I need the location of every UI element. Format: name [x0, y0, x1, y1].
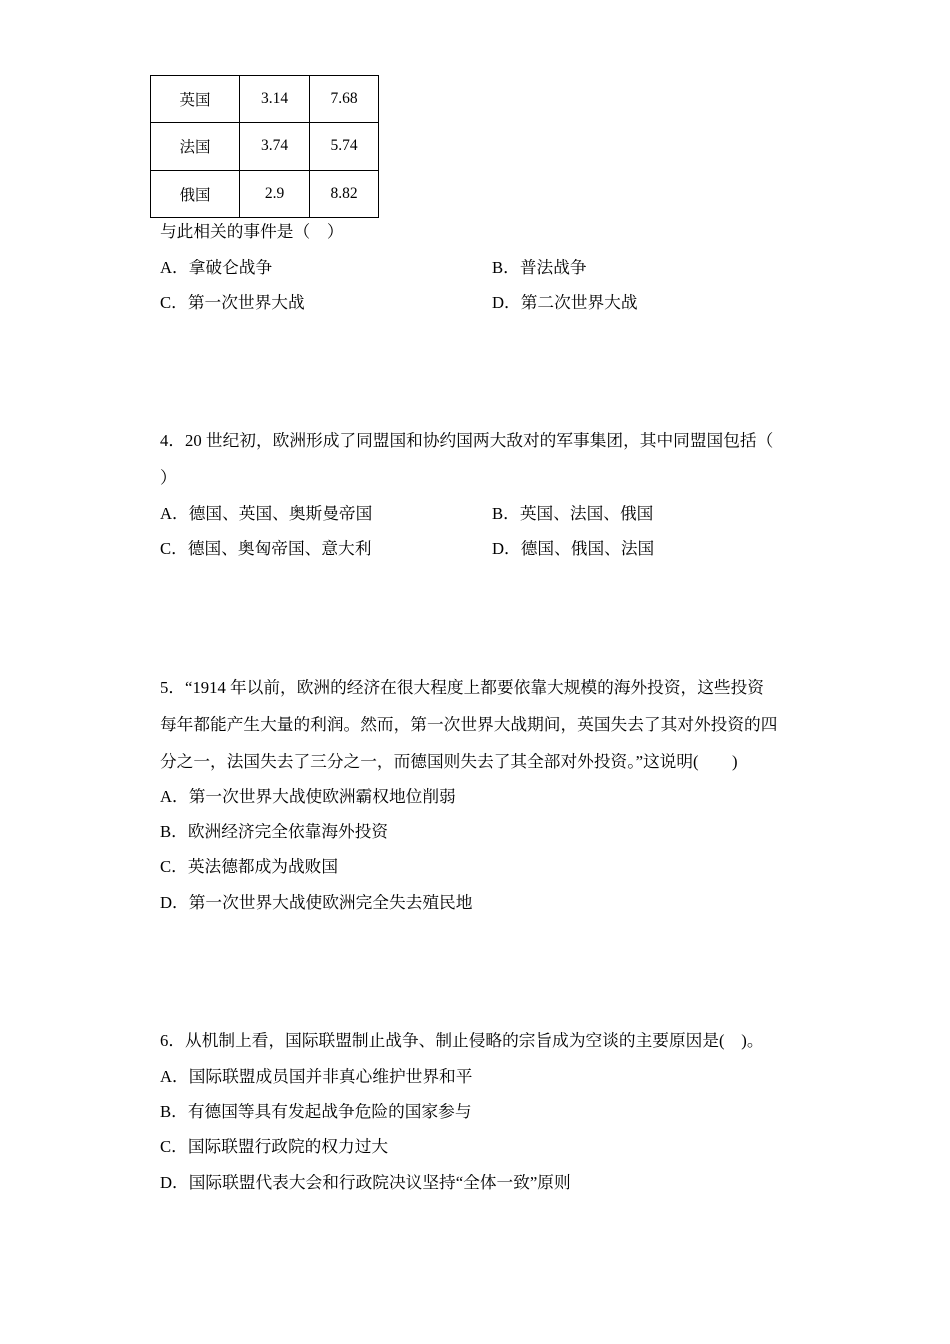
table-cell-country: 俄国	[151, 170, 240, 217]
table-cell-value-2: 8.82	[310, 170, 379, 217]
question-4-option-d: D．德国、俄国、法国	[492, 539, 655, 558]
question-3-option-b: B．普法战争	[492, 258, 587, 277]
question-3-option-a: A．拿破仑战争	[160, 258, 273, 277]
table-cell-value-1: 2.9	[240, 170, 310, 217]
table-cell-value-2: 5.74	[310, 123, 379, 170]
question-6-option-a: A．国际联盟成员国并非真心维护世界和平	[160, 1067, 473, 1086]
question-5-option-a: A．第一次世界大战使欧洲霸权地位削弱	[160, 787, 456, 806]
question-6-option-d: D．国际联盟代表大会和行政院决议坚持“全体一致”原则	[160, 1173, 571, 1192]
table-cell-country: 法国	[151, 123, 240, 170]
question-5-stem-line-2: 每年都能产生大量的利润。然而，第一次世界大战期间，英国失去了其对外投资的四	[160, 715, 778, 734]
table-row	[151, 170, 379, 217]
question-4-stem-line-1: 4．20 世纪初，欧洲形成了同盟国和协约国两大敌对的军事集团，其中同盟国包括（	[160, 431, 774, 450]
question-5-option-d: D．第一次世界大战使欧洲完全失去殖民地	[160, 893, 473, 912]
table-cell-country: 英国	[151, 76, 240, 123]
question-5-stem-line-3: 分之一，法国失去了三分之一，而德国则失去了其全部对外投资。”这说明( )	[160, 752, 738, 771]
question-3-option-c: C．第一次世界大战	[160, 293, 305, 312]
question-5-option-b: B．欧洲经济完全依靠海外投资	[160, 822, 389, 841]
question-4-option-a: A．德国、英国、奥斯曼帝国	[160, 504, 373, 523]
table-cell-value-1: 3.74	[240, 123, 310, 170]
question-3-stem: 与此相关的事件是（ ）	[160, 222, 344, 241]
table-cell-value-2: 7.68	[310, 76, 379, 123]
table-row	[151, 123, 379, 170]
table-cell-value-1: 3.14	[240, 76, 310, 123]
question-5-option-c: C．英法德都成为战败国	[160, 857, 339, 876]
data-table	[150, 75, 379, 218]
question-6-option-b: B．有德国等具有发起战争危险的国家参与	[160, 1102, 472, 1121]
question-6-option-c: C．国际联盟行政院的权力过大	[160, 1137, 389, 1156]
question-4-stem-line-2: ）	[160, 468, 177, 487]
table-row	[151, 76, 379, 123]
question-3-option-d: D．第二次世界大战	[492, 293, 638, 312]
question-6-stem: 6．从机制上看，国际联盟制止战争、制止侵略的宗旨成为空谈的主要原因是( )。	[160, 1031, 764, 1050]
question-5-stem-line-1: 5．“1914 年以前，欧洲的经济在很大程度上都要依靠大规模的海外投资，这些投资	[160, 678, 764, 697]
question-4-option-b: B．英国、法国、俄国	[492, 504, 654, 523]
question-4-option-c: C．德国、奥匈帝国、意大利	[160, 539, 372, 558]
